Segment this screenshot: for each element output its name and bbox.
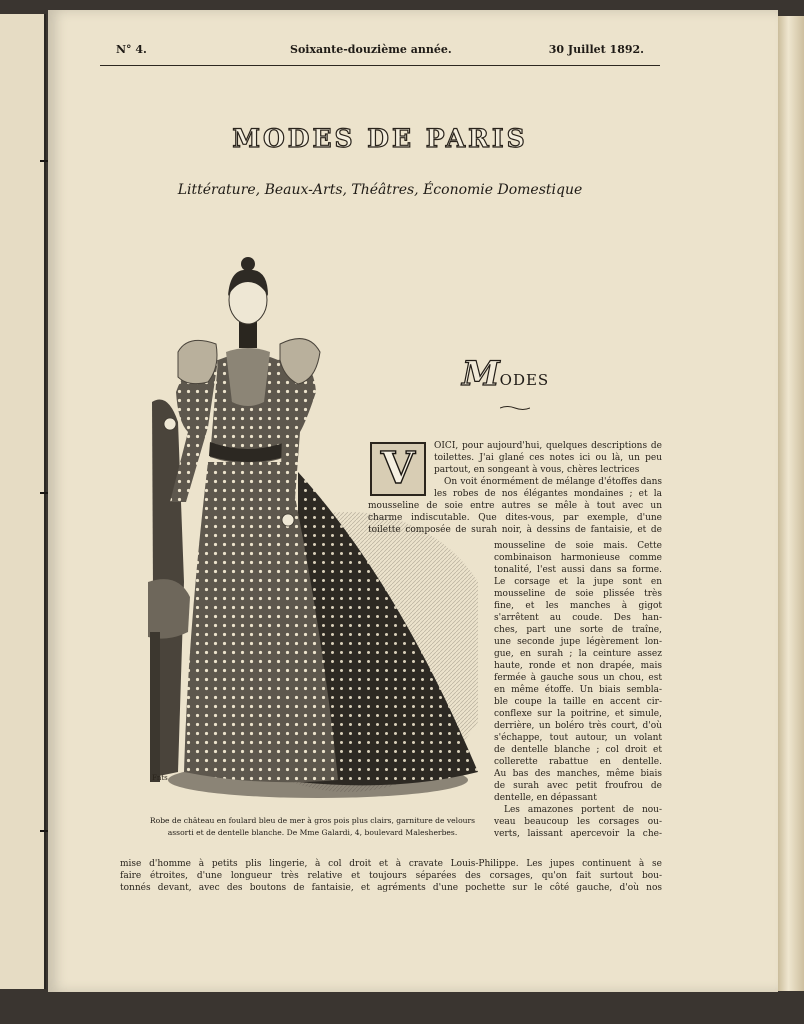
article-line: de dentelle blanche ; col droit et [494,745,662,755]
article-line: s'échappe, tout autour, un volant [494,733,662,743]
illustration-caption [140,815,485,839]
lace-collar [226,348,270,406]
article-line: une seconde jupe légèrement lon- [494,637,662,647]
article-line: charme indiscutable. Que dites-vous, par exemple, d'une [368,513,662,523]
article-line: partout, en songeant à vous, chères lectrices [434,465,640,475]
drop-cap-letter: V [380,443,416,494]
article-line: collerette rabattue en dentelle. [494,757,662,767]
high-collar [239,322,257,348]
masthead-title: MODES DE PARIS [232,124,528,153]
article-line: faire étroites, d'une longueur très relative et toujours séparées des corsages, qu'on fait surtout bou- [120,871,662,881]
article-line: s'arrêtent au coude. Des han- [494,613,662,623]
article-line: combinaison harmonieuse comme [494,553,662,563]
left-shoulder-frill [178,340,217,383]
hair-bun [241,257,255,271]
article-line: conflexe sur la poitrine, et simule, [494,709,662,719]
article-line: les robes de nos élégantes mondaines ; et la [434,489,662,499]
year-label: Soixante-douzième année. [290,43,452,56]
page-header [100,40,660,66]
article-line: gue, en surah ; la ceinture assez [494,649,662,659]
article-line: en même étoffe. Un biais sembla- [494,685,662,695]
article-line: ble coupe la taille en accent cir- [494,697,662,707]
issue-number: N° 4. [116,43,147,56]
section-title-rest: ODES [499,371,550,389]
article-line: fermée à gauche sous un chou, est [494,673,662,683]
article-line: Au bas des manches, même biais [494,769,662,779]
article-line: On voit énormément de mélange d'étoffes dans [444,477,662,487]
article-line: Le corsage et la jupe sont en [494,577,662,587]
article-line: ches, part une sorte de traîne, [494,625,662,635]
article-line: verts, laissant apercevoir la che- [494,829,662,839]
article-line: fine, et les manches à gigot [494,601,662,611]
book-spine [778,16,804,991]
article-line: veau beaucoup les corsages ou- [494,817,662,827]
article-line: Les amazones portent de nou- [504,805,662,815]
article-line: de surah avec petit froufrou de [494,781,662,791]
caption-line: Robe de château en foulard bleu de mer à gros pois plus clairs, garniture de velours [149,816,476,825]
issue-date: 30 Juillet 1892. [548,43,644,56]
article-line: mousseline de soie plissée très [494,589,662,599]
ornament-divider [500,405,530,411]
article-line: toilettes. J'ai glané ces notes ici ou là, un peu [434,453,662,463]
left-hand [164,418,176,430]
masthead-subtitle: Littérature, Beaux-Arts, Théâtres, Économie Domestique [177,182,583,198]
article-line: OICI, pour aujourd'hui, quelques descriptions de [434,441,662,451]
article-line: haute, ronde et non drapée, mais [494,661,662,671]
article-line: mise d'homme à petits plis lingerie, à col droit et à cravate Louis-Philippe. Les jupes continuent à se [120,859,662,869]
article-line: dentelle, en dépassant [494,793,597,803]
artist-mark: Fnts [152,774,168,782]
article-line: mousseline de soie entre autres se mêle à tout avec un [368,501,662,511]
article-line: mousseline de soie mais. Cette [494,541,662,551]
drop-cap [370,442,426,496]
article-line: derrière, un boléro très court, d'où [494,721,662,731]
caption-line: assorti et de dentelle blanche. De Mme Galardi, 4, boulevard Malesherbes. [167,828,458,837]
article-line: toilette composée de surah noir, à dessins de fantaisie, et de [368,525,662,535]
article-line: tonnés devant, avec des boutons de fantaisie, et agréments d'une pochette sur le côté gauche, d'où nos [120,883,662,893]
right-hand [282,514,294,526]
section-title-initial: M [462,354,500,394]
section-title [462,354,572,394]
article-line: tonalité, l'est aussi dans sa forme. [494,565,662,575]
